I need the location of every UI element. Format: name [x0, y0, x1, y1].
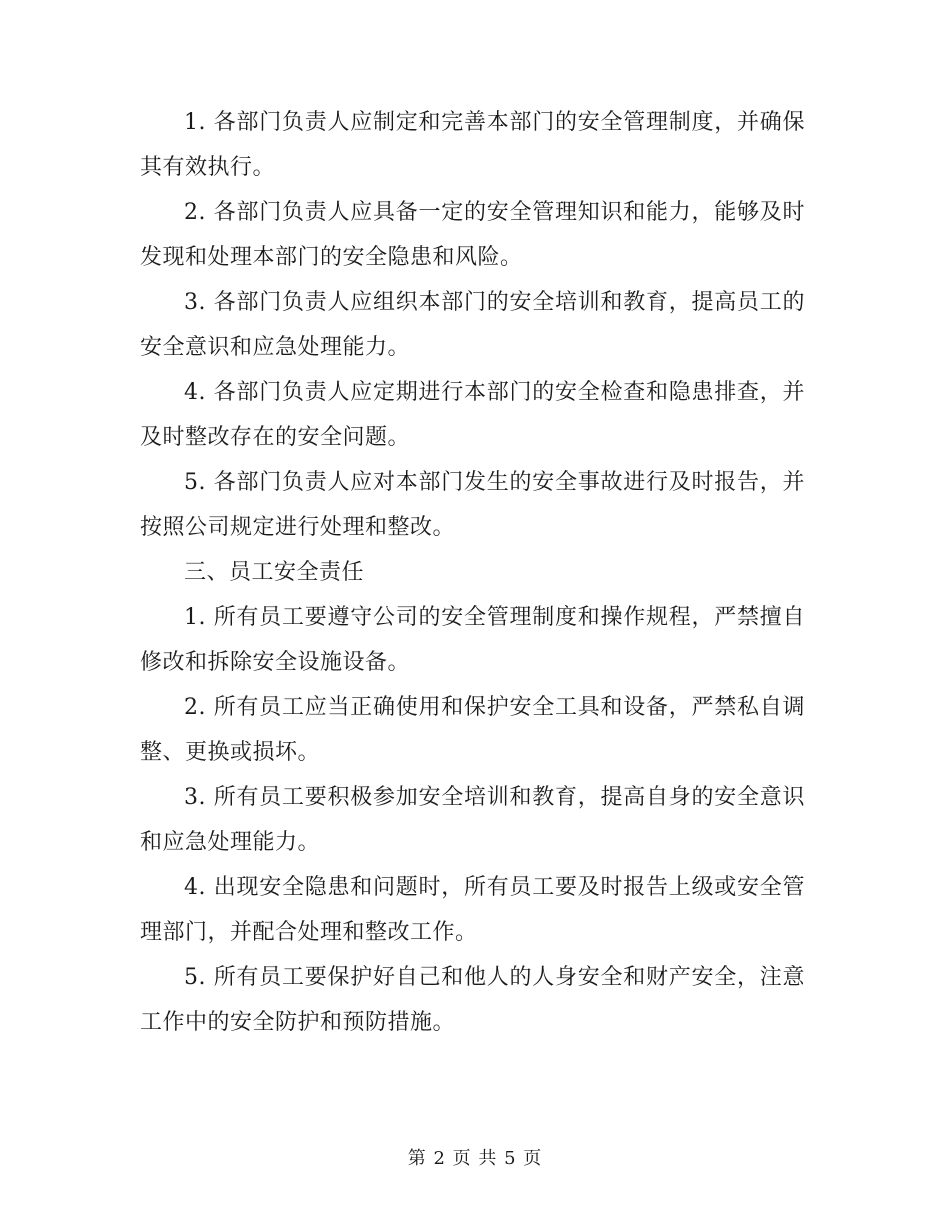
section-heading: 三、员工安全责任	[184, 560, 365, 585]
paragraph: 1. 各部门负责人应制定和完善本部门的安全管理制度，并确保其有效执行。	[140, 110, 805, 180]
paragraph: 5. 所有员工要保护好自己和他人的人身安全和财产安全，注意工作中的安全防护和预防措施。	[140, 965, 805, 1035]
paragraph: 2. 所有员工应当正确使用和保护安全工具和设备，严禁私自调整、更换或损坏。	[140, 695, 805, 765]
paragraph: 1. 所有员工要遵守公司的安全管理制度和操作规程，严禁擅自修改和拆除安全设施设备。	[140, 605, 805, 675]
paragraph: 3. 各部门负责人应组织本部门的安全培训和教育，提高员工的安全意识和应急处理能力。	[140, 290, 805, 360]
paragraph: 4. 出现安全隐患和问题时，所有员工要及时报告上级或安全管理部门，并配合处理和整改工作。	[140, 875, 805, 945]
paragraph: 2. 各部门负责人应具备一定的安全管理知识和能力，能够及时发现和处理本部门的安全隐患和风险。	[140, 200, 805, 270]
paragraph: 3. 所有员工要积极参加安全培训和教育，提高自身的安全意识和应急处理能力。	[140, 785, 805, 855]
paragraph: 4. 各部门负责人应定期进行本部门的安全检查和隐患排查，并及时整改存在的安全问题。	[140, 380, 805, 450]
page-number-footer: 第 2 页 共 5 页	[407, 1148, 543, 1169]
document-body	[140, 100, 805, 1045]
paragraph: 5. 各部门负责人应对本部门发生的安全事故进行及时报告，并按照公司规定进行处理和整改。	[140, 470, 805, 540]
